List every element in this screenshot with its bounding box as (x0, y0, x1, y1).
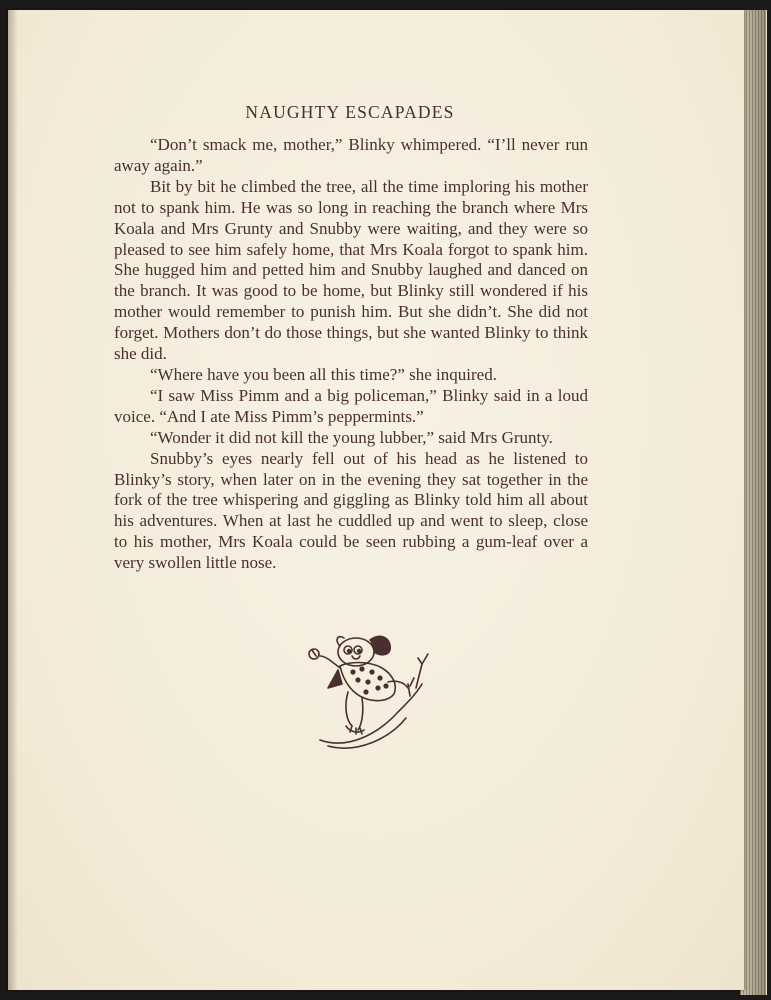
paragraph: Snubby’s eyes nearly fell out of his head as he listened to Blinky’s story, when later on in the evening they sat together in the fork of the tree whispering and giggling as Blinky told him all about his adventures. When at last he cuddled up and went to sleep, close to his mother, Mrs Koala could be seen rubbing a gum-leaf over a very swollen little nose. (114, 448, 588, 573)
paragraph: “Wonder it did not kill the young lubber,” said Mrs Grunty. (150, 427, 553, 447)
paragraph: Bit by bit he climbed the tree, all the time imploring his mother not to spank him. He was so long in reaching the branch where Mrs Koala and Mrs Grunty and Snubby were waiting, and they were so pleased to see him safely home, that Mrs Koala forgot to spank him. She hugged him and petted him and Snubby laughed and danced on the branch. It was good to be home, but Blinky still wondered if his mother would remember to punish him. But she didn’t. She did not forget. Mothers don’t do those things, but she wanted Blinky to think she did. (114, 176, 588, 364)
gutter-shadow (8, 10, 18, 990)
book-page (8, 10, 744, 990)
paragraph: “Where have you been all this time?” she inquired. (150, 364, 497, 384)
page-body-text (114, 135, 588, 574)
paragraph: “Don’t smack me, mother,” Blinky whimpered. “I’ll never run away again.” (114, 135, 588, 175)
koala-on-branch-icon (298, 622, 438, 762)
paragraph: “I saw Miss Pimm and a big policeman,” Blinky said in a loud voice. “And I ate Miss Pimm’s peppermints.” (114, 385, 588, 426)
running-head: NAUGHTY ESCAPADES (245, 102, 455, 122)
